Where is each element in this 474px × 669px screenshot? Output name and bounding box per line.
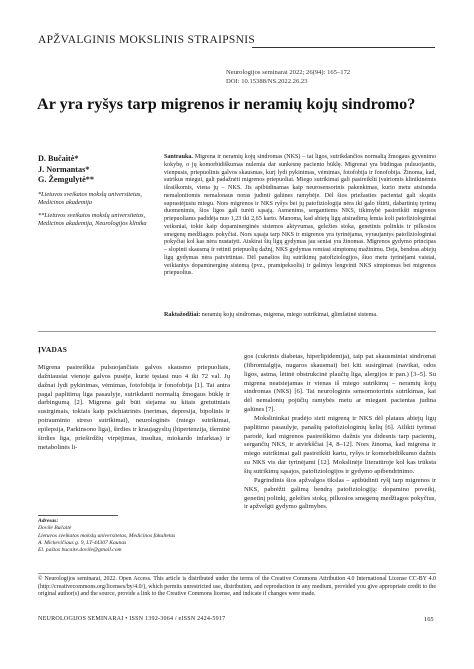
authors-block: [38, 154, 158, 228]
address-rule: [38, 515, 118, 516]
journal-footer: NEUROLOGIJOS SEMINARAI • ISSN 1392-3064 / eISSN 2424-5917: [38, 616, 226, 622]
footer-divider: [38, 573, 436, 574]
abstract-text: Migrena ir neramių kojų sindromas (NKS) – tai ligos, sutrikdančios normalią žmogaus gyvenimo kokybę, o jų komorbidiškumas nulemia dar sunkesnę paciento būklę. Migrenai yra būdingas pulsuojantis, vienpusis, priepuolinis galvos skausmas, kurį lydi pykinimas, vėmimas, fotofobija ir fonofobija. Žinoma, kad, sutrikus miegui, gali padažnėti migrenos priepuoliai. Miego sutrikimai gali pasireikšti įvairiomis klinikinėmis išraiškomis, viena jų – NKS. Jis apibūdinamas kaip neurosensorinis pakenkimas, kurio metu atsiranda nemaloniiomis nemalonaus noras judinti galūnes ramybėje. Dėl šios priežasties pacientai gali skųstis suprastėjusiu miegu. Nors migrenos ir NKS ryšys bei jų patofiziologija nėra iki galo ištirti, dabartinių tyrimų duomenimis, šios ligos gali turėti sąsają. Asmenims, sergantiems NKS, tikimybė pasireikšti migrenos priepuoliams padidėja nuo 1,23 iki 2,65 karto. Manoma, kad abiejų ligų atsiradimą lemia koli patofiziologiniai veiksniai, tokie kaip dopaminerginės sistemos aktyvumas, geležies stoka, genetinis polinkis ir pilkosios smegenų medžiagos pokyčiai. Nors sąsaja tarp NKS ir migrenos yra tyrinėjama, vyraujantys patofiziologiniai pokyčiai kol kas nėra nustatyti. Atskirai šių ligų gydymas jau seniai yra žinomas. Migrenos gydymo principas – slopinti skausmą ir retinti priepuolių dažnį, NKS gydymas remiasi simptomų mažinimu. Deja, bendras abiejų ligų gydymas nėra patvirtintas. Dėl panašios šių sutrikimų patofiziologijos, šiuo metu tyrinėjami vaistai, veikiantys dopaminerginę sistemą (pvz., pramipeksolis) ir galintys lengvinti NKS simptomus bei migrenos priepuolius.: [164, 154, 436, 277]
paragraph: Mokslininkai pradėjo sieti migreną ir NKS dėl plataus abiejų ligų paplitimo pasaulyje, panašių patofiziologinių kelių [6]. Atlikti tyrimai parodė, kad migrenos pasireiškimo dažnis yra didesnis tarp pacientų, sergančių NKS, ir atvirkščiai [4, 8–12]. Nors žinoma, kad migrena ir miego sutrikimai gali pasireikšti kartu, ryšys ir komorbidiškumo dažnis su NKS vis dar tyrinėjami [12]. Mokslinėje literatūroje kol kas trūksta šių sutrikimų sąsajos, patofiziologijos ir gydymo apibendrinimo.: [244, 414, 436, 475]
left-column: [38, 364, 230, 452]
section-heading: ĮVADAS: [38, 345, 68, 354]
correspondence-address: [38, 518, 230, 554]
affiliation: **Lietuvos sveikatos mokslų universitetas, Medicinos akademija, Neurologijos klinika: [38, 211, 147, 228]
paragraph: Pagrindinis šios apžvalgos tikslas – apibūdinti ryšį tarp migrenos ir NKS, pabrėžti galimą bendrą patofiziologiją: dopamino poveikį, genetinį polinkį, geležies stoką, pilkosios smegenų medžiagos pokyčius, ir apžvelgti gydymo galimybes.: [244, 476, 436, 511]
abstract: [164, 154, 436, 278]
email-link[interactable]: El. paštas bucaite.dovile@gmail.com: [38, 547, 122, 554]
right-column: [244, 353, 436, 512]
doi[interactable]: DOI: 10.15388/NS.2022.26.23: [226, 78, 308, 85]
page-number: 165: [424, 616, 434, 623]
section-rule: [252, 47, 435, 48]
section-label: APŽVALGINIS MOKSLINIS STRAIPSNIS: [38, 34, 256, 46]
address-label: Adresas:: [38, 518, 59, 524]
address-line: A. Mickevičiaus g. 9, LT-44307 Kaunas: [38, 539, 127, 546]
abstract-label: Santrauka.: [164, 154, 193, 160]
author-name: G. Žemgulytė**: [38, 175, 94, 184]
keywords: [164, 312, 436, 320]
keywords-text: neramių kojų sindromas, migrena, miego sutrikimai, glimfatinė sistema.: [201, 312, 378, 318]
paragraph: Migrena pasireiškia pulsuojančiais galvos skausmo priepuoliais, dažniausiai vienoje galvos pusėje, kurie tęsiasi nuo 4 iki 72 val. Jų dažnai lydi pykinimas, vėmimas, fotofobija ir fonofobija [1]. Tai antra pagal paplitimą liga pasaulyje, sutrikdanti normalią žmogaus būklę ir darbingumą [2]. Migrena gali būti siejama su kitais gretutiniais susirgimais, tokiais kaip psichiatrinės (nerimas, depresija, bipolinis ir potrauminio streso sutrikimai), neurologinės (miego sutrikimai, epilepsija, Parkinsono liga), širdies ir kraujagyslių (hipertenzija, išeminė širdies liga, prieširdžių virpėjimas, insultas, miokardo infarktas) ir metabolinės li-: [38, 364, 230, 451]
keywords-label: Raktažodžiai:: [164, 312, 201, 318]
journal-reference: [226, 68, 350, 86]
author-name: J. Normantas*: [38, 164, 90, 174]
affiliation: *Lietuvos sveikatos mokslų universitetas, Medicinos akademija: [38, 190, 142, 206]
license-text: © Neurologijos seminarai, 2022. Open Access. This article is distributed under the terms of the Creative Commons Attribution 4.0 International License CC-BY 4.0 (http://creativecommons.org/licenses/by/4.0/), which permits unrestricted use, distribution, and reproduction in any medium, provided you give appropriate credit to the original author(s) and the source, provide a link to the Creative Commons license, and indicate if changes were made.: [38, 576, 436, 597]
article-title: Ar yra ryšys tarp migrenos ir neramių kojų sindromo?: [37, 95, 416, 113]
author-name: D. Bučaitė*: [38, 154, 79, 163]
paragraph: gos (cukrinis diabetas, hiperlipidemija), taip pat skausminiai sindromai (fibromialgija, nugaros skausmai) bei kiti susirgimai (navikai, odos ligos, astma, lėtinė obstrukcinė plaučių liga, alergijos ir pan.) [3–5]. Su migrena neatsiejamas ir vienas iš miego sutrikimų – neramių kojų sindromas (NKS) [6]. Tai neurologinis sensomotorinis sutrikimas, kai dėl nemalonių pojūčių ramybės metu ar miegant pacientas judina galūnes [7].: [244, 353, 436, 414]
divider: [38, 331, 436, 332]
address-line: Dovilė Bučaitė: [38, 525, 72, 532]
journal-citation: Neurologijos seminarai 2022; 26(94): 165–172: [226, 69, 351, 76]
address-line: Lietuvos sveikatos mokslų universitetas, Medicinos fakultetas: [38, 532, 176, 539]
